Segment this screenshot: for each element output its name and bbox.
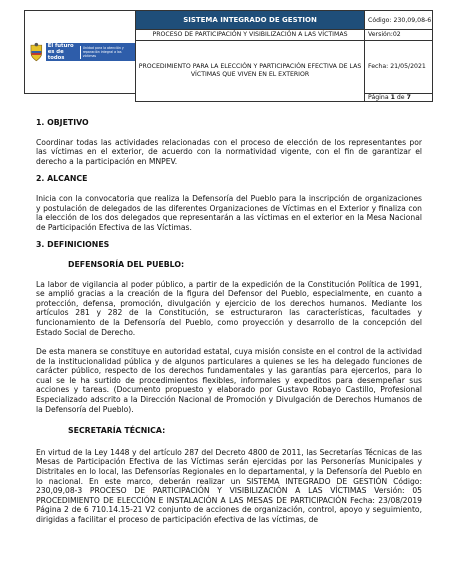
header-spacer (25, 94, 136, 102)
definition-defensoria-paragraph-1: La labor de vigilancia al poder público, a partir de la expedición de la Constitución Política de 1991, se amplió gracias a la creación de la figura del Defensor del Pueblo, especialmente, en cuanto a protección, defensa, promoción, divulgación y ejercicio de los derechos humanos. Mediante los artículos 281 y 282 de la Constitución, se estructuraron las características, facultades y funcionamiento de la Defensoría del Pueblo, como proyección y desarrollo de la concepción del Estado Social de Derecho. (36, 279, 422, 337)
logo-cell (25, 11, 136, 94)
system-title: SISTEMA INTEGRADO DE GESTION (136, 11, 365, 30)
government-logo (25, 11, 135, 93)
document-version: Versión:02 (365, 30, 433, 41)
logo-secondary-text: Unidad para la atención y reparación integral a las víctimas (82, 46, 124, 58)
document-code: Código: 230,09,08-6 (365, 11, 433, 30)
document-body (36, 118, 422, 525)
section-alcance-text: Inicia con la convocatoria que realiza la Defensoría del Pueblo para la inscripción de organizaciones y postulación de delegados de las diferentes Organizaciones de Víctimas en el Exterior y finaliza con la elección de los dos delegados que representarán a las víctimas en el exterior en la Mesa Nacional de Participación Efectiva de las Víctimas. (36, 193, 422, 232)
definition-defensoria-title: DEFENSORÍA DEL PUEBLO: (68, 259, 185, 269)
document-date: Fecha: 21/05/2021 (365, 40, 433, 94)
definition-secretaria-paragraph: En virtud de la Ley 1448 y del artículo 287 del Decreto 4800 de 2011, las Secretarías Técnicas de las Mesas de Participación Efectiva de las Víctimas serán ejercidas por las Personerías Municipales y Distritales en lo local, las Defensorías Regionales en lo departamental, y la Defensoría del Pueblo en lo nacional. En este marco, deberán realizar un SISTEMA INTEGRADO DE GESTIÓN Código: 230,09,08-3 PROCESO DE PARTICIPACIÓN Y VISIBILIZACIÓN A LAS VÍCTIMAS Versión: 05 PROCEDIMIENTO DE ELECCIÓN E INSTALACIÓN A LAS MESAS DE PARTICIPACIÓN Fecha: 23/08/2019 Página 2 de 6 710.14.15-21 V2 conjunto de acciones de organización, control, apoyo y seguimiento, dirigidas a facilitar el proceso de participación efectiva de las víctimas, de (36, 447, 422, 524)
section-objetivo-text: Coordinar todas las actividades relacionadas con el proceso de elección de los representantes por las víctimas en el exterior, de acuerdo con la normatividad vigente, con el fin de garantizar el derecho a la participación en MNPEV. (36, 137, 422, 166)
page-middle: de (394, 94, 407, 101)
document-header (24, 10, 433, 102)
process-name: PROCESO DE PARTICIPACIÓN Y VISIBILIZACIÓN A LAS VÍCTIMAS (136, 30, 365, 41)
section-alcance-title: 2. ALCANCE (36, 174, 88, 184)
page-current: 1 (390, 94, 395, 101)
definition-defensoria-paragraph-2: De esta manera se constituye en autoridad estatal, cuya misión consiste en el control de la actividad de la institucionalidad pública y de algunos particulares a quienes se les ha delegado funciones de carácter público, respecto de los derechos fundamentales y las garantías para ejercerlos, para lo cual se le ha surtido de procedimientos flexibles, informales y expeditos para desempeñar sus acciones y tareas. (Documento propuesto y elaborado por Gustavo Robayo Castillo, Profesional Especializado adscrito a la Dirección Nacional de Promoción y Divulgación de Derechos Humanos de la Defensoría del Pueblo). (36, 347, 422, 414)
logo-primary-text: El futuro es de todos (47, 43, 74, 61)
page-prefix: Página (368, 94, 391, 101)
coat-of-arms-icon (29, 42, 44, 62)
section-definiciones-title: 3. DEFINICIONES (36, 240, 110, 250)
page-indicator (365, 94, 433, 102)
procedure-name: PROCEDIMIENTO PARA LA ELECCIÓN Y PARTICIPACIÓN EFECTIVA DE LAS VÍCTIMAS QUE VIVEN EN EL EXTERIOR (136, 40, 365, 102)
definition-secretaria-title: SECRETARÍA TÉCNICA: (68, 426, 166, 436)
section-objetivo-title: 1. OBJETIVO (36, 118, 89, 127)
page-total: 7 (406, 94, 411, 101)
logo-separator (80, 46, 81, 59)
logo-banner (46, 43, 135, 61)
